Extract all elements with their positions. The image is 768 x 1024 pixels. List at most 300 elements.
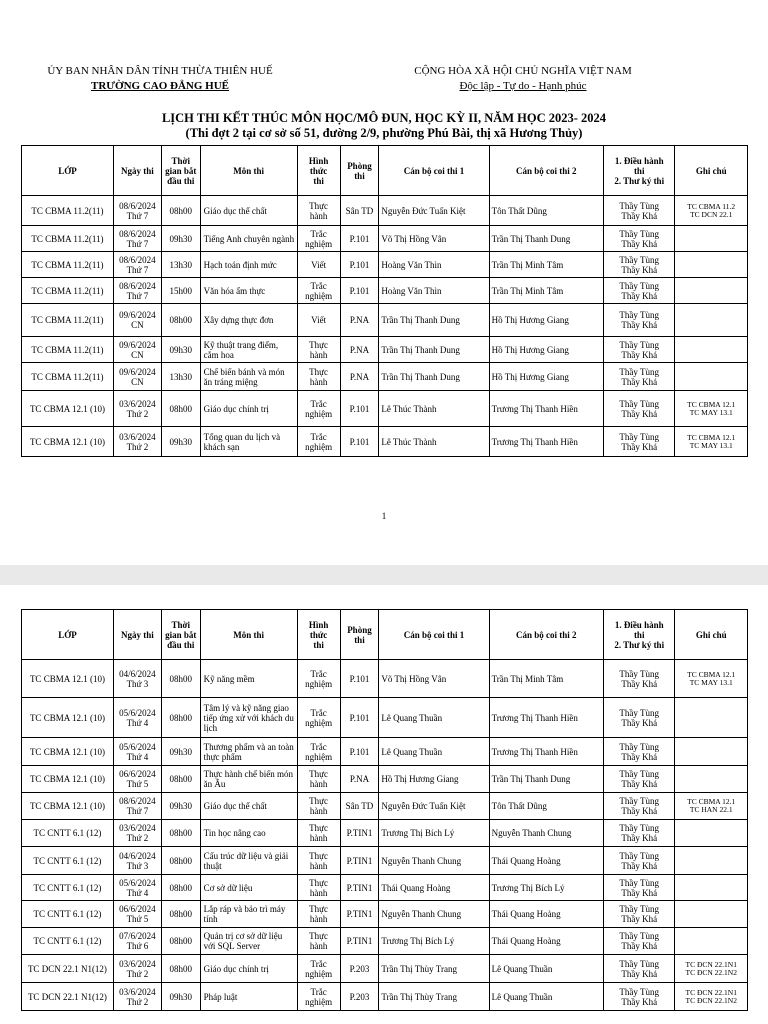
cell-start-time: [161, 660, 200, 698]
national-slogan: Độc lập - Tự do - Hạnh phúc: [459, 80, 587, 92]
col-header-room: [340, 146, 379, 196]
cell-start-time: [161, 766, 200, 793]
cell-proctor-2: [489, 901, 603, 928]
cell-start-time: [161, 252, 200, 278]
cell-proctor-2-line: Trần Thị Minh Tâm: [491, 259, 564, 270]
table-row: [22, 391, 748, 427]
cell-format-line: nghiệm: [305, 996, 333, 1007]
cell-supervisor-line: Thầy Tùng: [619, 280, 659, 291]
col-header-proctor-1-line: Cán bộ coi thi 1: [403, 165, 465, 176]
cell-supervisor-line: Thầy Khá: [621, 860, 658, 871]
cell-room: [340, 820, 379, 847]
cell-proctor-1: [379, 304, 489, 337]
cell-date: [113, 901, 161, 928]
cell-notes: [675, 820, 748, 847]
cell-proctor-1: [379, 793, 489, 820]
cell-proctor-1: [379, 875, 489, 901]
cell-supervisor-line: Thầy Tùng: [619, 431, 659, 442]
cell-subject-line: Pháp luật: [203, 991, 238, 1002]
cell-subject-line: Văn hóa ẩm thực: [203, 285, 266, 296]
cell-start-time-line: 13h30: [169, 371, 193, 382]
cell-date-line: Thứ 7: [126, 238, 149, 249]
col-header-class-line: LỚP: [58, 629, 77, 640]
cell-room-line: P.101: [349, 403, 370, 414]
cell-start-time: [161, 278, 200, 304]
col-header-proctor-2-line: Cán bộ coi thi 2: [516, 629, 577, 640]
cell-room-line: P.TIN1: [346, 909, 373, 919]
cell-class: [22, 363, 114, 391]
cell-supervisor-line: Thầy Khá: [621, 914, 658, 924]
cell-class: [22, 337, 114, 363]
cell-date-line: Thứ 2: [126, 408, 149, 419]
cell-supervisor-line: Thầy Khá: [621, 678, 658, 689]
cell-supervisor-line: Thầy Tùng: [619, 200, 659, 211]
cell-room-line: P.101: [349, 259, 370, 270]
cell-date-line: 08/6/2024: [119, 228, 156, 239]
cell-start-time-line: 08h00: [169, 936, 193, 946]
cell-proctor-1-line: Lê Quang Thuần: [381, 712, 443, 723]
cell-class-line: TC CBMA 11.2(11): [31, 233, 104, 244]
cell-supervisor: [603, 304, 674, 337]
cell-proctor-2-line: Hồ Thị Hương Giang: [491, 344, 569, 355]
cell-start-time-line: 09h30: [169, 233, 193, 244]
cell-proctor-1: [379, 252, 489, 278]
cell-format: [297, 820, 340, 847]
cell-class-line: TC CBMA 11.2(11): [31, 371, 104, 382]
cell-supervisor-line: Thầy Tùng: [619, 741, 659, 752]
cell-date: [113, 766, 161, 793]
cell-notes: [675, 278, 748, 304]
cell-format-line: hành: [309, 887, 328, 898]
cell-notes: [675, 901, 748, 928]
cell-start-time: [161, 875, 200, 901]
cell-proctor-2: [489, 847, 603, 875]
cell-subject: [200, 226, 297, 252]
cell-start-time: [161, 196, 200, 226]
cell-format-line: hành: [309, 914, 328, 924]
cell-format: [297, 363, 340, 391]
cell-supervisor: [603, 955, 674, 983]
cell-proctor-2-line: Hồ Thị Hương Giang: [491, 371, 569, 382]
cell-class: [22, 793, 114, 820]
cell-room-line: P.TIN1: [346, 855, 373, 866]
cell-format: [297, 196, 340, 226]
col-header-supervisor-line: 2. Thư ký thi: [614, 175, 665, 186]
table-row: [22, 252, 748, 278]
cell-supervisor: [603, 698, 674, 738]
cell-start-time: [161, 337, 200, 363]
page-number: 1: [381, 511, 387, 521]
cell-notes: [675, 196, 748, 226]
cell-notes: [675, 660, 748, 698]
table-row: [22, 698, 748, 738]
cell-class-line: TC CBMA 12.1 (10): [29, 403, 105, 414]
cell-notes: [675, 738, 748, 766]
issuer-authority: ỦY BAN NHÂN DÂN TỈNH THỪA THIÊN HUẾ: [47, 65, 273, 77]
cell-supervisor-line: Thầy Tùng: [619, 228, 659, 239]
cell-proctor-1: [379, 983, 489, 1011]
cell-proctor-1: [379, 337, 489, 363]
cell-room: [340, 955, 379, 983]
cell-notes-line: TC DCN 22.1: [690, 209, 733, 219]
cell-proctor-1-line: Trương Thị Bích Lý: [381, 828, 455, 838]
cell-date-line: Thứ 4: [126, 717, 149, 728]
cell-format-line: Thực: [309, 931, 329, 941]
cell-date: [113, 820, 161, 847]
cell-date-line: Thứ 2: [126, 996, 149, 1007]
cell-subject: [200, 738, 297, 766]
cell-start-time-line: 08h00: [169, 673, 193, 684]
cell-date-line: 09/6/2024: [119, 366, 156, 377]
cell-format: [297, 278, 340, 304]
cell-format: [297, 337, 340, 363]
cell-date: [113, 698, 161, 738]
cell-proctor-1-line: Trần Thị Thanh Dung: [381, 344, 460, 355]
cell-room-line: P.101: [349, 746, 370, 757]
cell-format-line: Thực: [309, 339, 329, 350]
cell-notes: [675, 226, 748, 252]
cell-start-time: [161, 983, 200, 1011]
cell-date: [113, 196, 161, 226]
cell-date-line: Thứ 3: [126, 860, 149, 871]
cell-supervisor: [603, 928, 674, 955]
cell-class: [22, 901, 114, 928]
cell-supervisor-line: Thầy Tùng: [619, 796, 659, 806]
cell-room: [340, 304, 379, 337]
col-header-supervisor-line: 2. Thư ký thi: [614, 639, 665, 650]
header-row: [22, 610, 748, 660]
table-row: [22, 793, 748, 820]
cell-start-time: [161, 698, 200, 738]
cell-date: [113, 660, 161, 698]
cell-start-time-line: 08h00: [169, 828, 193, 838]
cell-proctor-2: [489, 875, 603, 901]
cell-subject-line: Quản trị cơ sở dữ liệu với SQL Server: [203, 931, 283, 951]
cell-supervisor-line: Thầy Tùng: [619, 707, 659, 718]
cell-room-line: P.TIN1: [346, 828, 373, 838]
cell-subject: [200, 391, 297, 427]
cell-subject: [200, 196, 297, 226]
cell-proctor-2-line: Trần Thị Thanh Dung: [491, 233, 571, 244]
cell-format: [297, 766, 340, 793]
cell-supervisor: [603, 660, 674, 698]
cell-start-time: [161, 226, 200, 252]
col-header-date: [113, 146, 161, 196]
cell-proctor-1: [379, 928, 489, 955]
col-header-subject-line: Môn thi: [233, 165, 265, 176]
cell-notes-line: TC HAN 22.1: [689, 805, 733, 814]
cell-date-line: Thứ 5: [126, 914, 149, 924]
cell-format: [297, 226, 340, 252]
cell-start-time: [161, 847, 200, 875]
col-header-start-time-line: đầu thi: [167, 639, 195, 650]
col-header-notes: [675, 610, 748, 660]
cell-class: [22, 698, 114, 738]
cell-format-line: nghiệm: [305, 290, 333, 301]
cell-date: [113, 304, 161, 337]
cell-room: [340, 875, 379, 901]
cell-format-line: nghiệm: [305, 968, 333, 979]
cell-supervisor: [603, 738, 674, 766]
cell-proctor-2: [489, 955, 603, 983]
table-row: [22, 875, 748, 901]
cell-subject: [200, 847, 297, 875]
cell-start-time-line: 09h30: [169, 436, 193, 447]
title-sub: (Thi đợt 2 tại cơ sở số 51, đường 2/9, phường Phú Bài, thị xã Hương Thủy): [185, 126, 583, 140]
cell-room-line: P.NA: [349, 371, 370, 382]
cell-proctor-1: [379, 766, 489, 793]
cell-start-time-line: 08h00: [169, 315, 193, 325]
cell-proctor-2: [489, 793, 603, 820]
cell-supervisor-line: Thầy Khá: [621, 441, 658, 452]
cell-subject-line: Tin học nâng cao: [203, 828, 266, 838]
cell-proctor-2-line: Thái Quang Hoàng: [491, 909, 561, 919]
cell-date: [113, 252, 161, 278]
cell-proctor-1: [379, 226, 489, 252]
col-header-class-line: LỚP: [58, 165, 77, 176]
table-row: [22, 901, 748, 928]
cell-class: [22, 427, 114, 457]
cell-date-line: CN: [131, 349, 144, 360]
cell-start-time: [161, 427, 200, 457]
col-header-supervisor: [603, 146, 674, 196]
col-header-class: [22, 146, 114, 196]
cell-subject: [200, 304, 297, 337]
cell-format-line: Thực: [309, 796, 329, 806]
cell-room: [340, 793, 379, 820]
cell-date: [113, 875, 161, 901]
cell-room: [340, 427, 379, 457]
table-row: [22, 660, 748, 698]
cell-format-line: Trắc: [310, 707, 327, 718]
cell-date-line: 06/6/2024: [119, 769, 156, 779]
col-header-proctor-2-line: Cán bộ coi thi 2: [516, 165, 577, 176]
cell-format-line: Trắc: [310, 958, 327, 969]
cell-date-line: Thứ 7: [126, 210, 149, 221]
cell-supervisor-line: Thầy Tùng: [619, 254, 659, 265]
cell-proctor-2: [489, 928, 603, 955]
col-header-start-time: [161, 146, 200, 196]
cell-subject: [200, 766, 297, 793]
cell-subject: [200, 278, 297, 304]
cell-format: [297, 427, 340, 457]
cell-supervisor: [603, 820, 674, 847]
cell-start-time: [161, 304, 200, 337]
col-header-proctor-2: [489, 146, 603, 196]
cell-start-time-line: 08h00: [169, 205, 193, 216]
cell-room-line: P.101: [349, 285, 370, 296]
cell-start-time-line: 08h00: [169, 403, 193, 414]
cell-supervisor: [603, 252, 674, 278]
cell-supervisor-line: Thầy Khá: [621, 751, 658, 762]
cell-supervisor-line: Thầy Khá: [621, 717, 658, 728]
col-header-proctor-1: [379, 610, 489, 660]
cell-format-line: nghiệm: [305, 238, 333, 249]
cell-subject: [200, 793, 297, 820]
cell-date-line: Thứ 7: [126, 290, 149, 301]
cell-room: [340, 660, 379, 698]
cell-format-line: Trắc: [310, 280, 327, 291]
cell-proctor-2: [489, 427, 603, 457]
cell-format-line: Thực: [309, 366, 329, 377]
cell-supervisor-line: Thầy Khá: [621, 806, 658, 816]
cell-date-line: Thứ 4: [126, 887, 149, 898]
cell-subject: [200, 955, 297, 983]
cell-proctor-2: [489, 196, 603, 226]
cell-date-line: 07/6/2024: [119, 931, 156, 941]
cell-format: [297, 983, 340, 1011]
cell-notes: [675, 363, 748, 391]
cell-notes-line: TC MAY 13.1: [689, 677, 733, 687]
table-row: [22, 955, 748, 983]
table-row: [22, 196, 748, 226]
issuer-school: TRƯỜNG CAO ĐẲNG HUẾ: [90, 80, 229, 92]
cell-room: [340, 698, 379, 738]
national-name: CỘNG HÒA XÃ HỘI CHỦ NGHĨA VIỆT NAM: [414, 65, 632, 77]
cell-class: [22, 983, 114, 1011]
cell-date: [113, 847, 161, 875]
cell-proctor-2: [489, 698, 603, 738]
col-header-start-time: [161, 610, 200, 660]
cell-format-line: Trắc: [310, 398, 327, 409]
cell-supervisor-line: Thầy Tùng: [619, 958, 659, 969]
cell-proctor-1: [379, 698, 489, 738]
cell-supervisor: [603, 847, 674, 875]
cell-proctor-2-line: Trương Thị Thanh Hiền: [491, 403, 578, 414]
cell-proctor-2-line: Lê Quang Thuần: [491, 991, 553, 1002]
cell-room: [340, 226, 379, 252]
cell-supervisor: [603, 363, 674, 391]
cell-room: [340, 337, 379, 363]
cell-format-line: nghiệm: [305, 441, 333, 452]
cell-notes: [675, 391, 748, 427]
cell-format-line: hành: [309, 779, 328, 789]
cell-room: [340, 363, 379, 391]
cell-subject: [200, 337, 297, 363]
cell-proctor-2: [489, 304, 603, 337]
cell-subject-line: Kỹ thuật trang điểm, cắm hoa: [203, 339, 279, 360]
cell-proctor-2-line: Trương Thị Thanh Hiền: [491, 746, 578, 757]
cell-supervisor-line: Thầy Khá: [621, 349, 658, 360]
table-row: [22, 304, 748, 337]
cell-supervisor: [603, 278, 674, 304]
cell-date-line: Thứ 4: [126, 751, 149, 762]
cell-date: [113, 928, 161, 955]
cell-proctor-1-line: Hoàng Văn Thìn: [381, 285, 442, 296]
cell-class: [22, 391, 114, 427]
cell-room-line: P.203: [349, 991, 370, 1002]
cell-proctor-2-line: Lê Quang Thuần: [491, 963, 553, 974]
cell-proctor-1: [379, 738, 489, 766]
cell-notes: [675, 698, 748, 738]
cell-proctor-1-line: Nguyễn Đức Tuấn Kiệt: [381, 801, 466, 811]
cell-notes-line: TC CBMA 12.1: [687, 432, 736, 442]
national-motto: [392, 64, 654, 94]
cell-format-line: Thực: [309, 769, 329, 779]
cell-format-line: nghiệm: [305, 408, 333, 419]
cell-proctor-1-line: Võ Thị Hồng Vân: [381, 233, 447, 244]
cell-date-line: Thứ 7: [126, 806, 149, 816]
cell-notes-line: TC MAY 13.1: [689, 407, 733, 417]
cell-format-line: hành: [309, 806, 328, 816]
cell-format-line: hành: [309, 349, 328, 360]
cell-supervisor: [603, 226, 674, 252]
exam-schedule-table-1: [21, 145, 748, 457]
cell-supervisor-line: Thầy Tùng: [619, 668, 659, 679]
col-header-proctor-1-line: Cán bộ coi thi 1: [403, 629, 465, 640]
cell-supervisor-line: Thầy Khá: [621, 290, 658, 301]
cell-supervisor: [603, 875, 674, 901]
col-header-format-line: thức: [309, 165, 328, 176]
cell-notes: [675, 955, 748, 983]
cell-format-line: nghiệm: [305, 678, 333, 689]
cell-notes: [675, 252, 748, 278]
cell-date-line: 09/6/2024: [119, 310, 156, 320]
cell-class: [22, 955, 114, 983]
cell-class-line: TC CNTT 6.1 (12): [33, 882, 102, 893]
cell-room-line: P.101: [349, 712, 370, 723]
cell-format: [297, 698, 340, 738]
cell-start-time: [161, 928, 200, 955]
table-row: [22, 738, 748, 766]
cell-notes: [675, 847, 748, 875]
col-header-supervisor-line: 1. Điều hành: [614, 619, 664, 630]
cell-supervisor-line: Thầy Khá: [621, 887, 658, 898]
cell-class-line: TC CBMA 12.1 (10): [29, 436, 105, 447]
cell-class: [22, 252, 114, 278]
cell-class-line: TC DCN 22.1 N1(12): [27, 991, 107, 1002]
col-header-supervisor-line: 1. Điều hành: [614, 155, 664, 166]
cell-date-line: 03/6/2024: [119, 823, 156, 833]
cell-supervisor-line: Thầy Tùng: [619, 931, 659, 941]
cell-format-line: nghiệm: [305, 717, 333, 728]
cell-date-line: 03/6/2024: [119, 398, 156, 409]
cell-supervisor-line: Thầy Tùng: [619, 877, 659, 888]
cell-proctor-2: [489, 252, 603, 278]
cell-class-line: TC CBMA 11.2(11): [31, 344, 104, 355]
col-header-format-line: thi: [313, 175, 324, 186]
cell-class-line: TC CBMA 12.1 (10): [29, 746, 105, 757]
title-main: LỊCH THI KẾT THÚC MÔN HỌC/MÔ ĐUN, HỌC KỲ II, NĂM HỌC 2023- 2024: [161, 111, 607, 125]
cell-proctor-1-line: Trần Thị Thùy Trang: [381, 963, 457, 974]
cell-notes-line: TC CBMA 12.1: [687, 797, 736, 806]
cell-supervisor-line: Thầy Tùng: [619, 823, 659, 833]
issuer-header: [35, 64, 285, 94]
cell-proctor-2: [489, 820, 603, 847]
cell-notes-line: TC MAY 13.1: [689, 440, 733, 450]
cell-date-line: 03/6/2024: [119, 986, 156, 997]
col-header-format-line: Hình: [308, 155, 329, 166]
cell-room: [340, 901, 379, 928]
cell-subject: [200, 252, 297, 278]
col-header-room-line: thi: [354, 634, 365, 645]
cell-room: [340, 983, 379, 1011]
cell-supervisor-line: Thầy Khá: [621, 320, 658, 330]
cell-subject-line: Cơ sở dữ liệu: [203, 882, 253, 893]
cell-start-time: [161, 820, 200, 847]
cell-date-line: Thứ 2: [126, 441, 149, 452]
cell-date-line: 05/6/2024: [119, 741, 156, 752]
cell-proctor-2-line: Tôn Thất Dũng: [491, 205, 547, 216]
cell-notes: [675, 793, 748, 820]
cell-room-line: Sân TD: [345, 801, 374, 811]
cell-proctor-1: [379, 278, 489, 304]
cell-room: [340, 252, 379, 278]
cell-class: [22, 304, 114, 337]
cell-proctor-2: [489, 660, 603, 698]
cell-format-line: Trắc: [310, 431, 327, 442]
cell-start-time-line: 08h00: [169, 712, 193, 723]
